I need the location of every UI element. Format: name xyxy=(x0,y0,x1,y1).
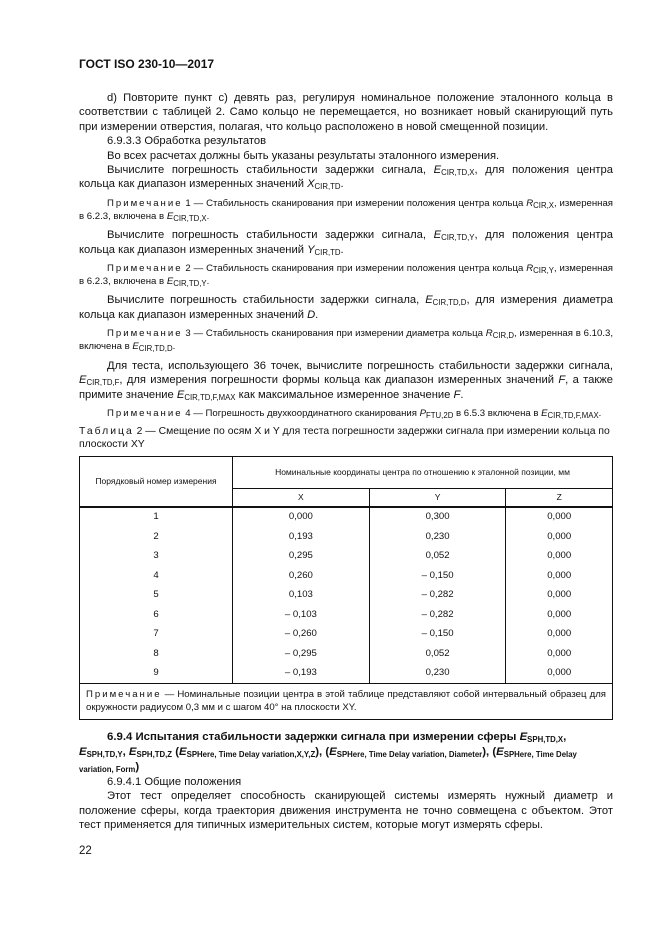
table-caption: Таблица 2 — Смещение по осям X и Y для теста погрешности задержки сигнала при измерении кольца по плоскости XY xyxy=(79,426,610,451)
cell-x: 0,103 xyxy=(233,586,370,606)
cell-x: – 0,193 xyxy=(233,664,370,684)
cell-z: 0,000 xyxy=(506,644,613,664)
paragraph-calc-x: Вычислите погрешность стабильности задержки сигнала, $E_{CIR,TD,X}$, для положения центра кольца как диапазон измеренных значений $X_{CIR,TD}$. xyxy=(79,164,613,192)
cell-x: – 0,295 xyxy=(233,644,370,664)
cell-y: 0,300 xyxy=(369,507,506,528)
paragraph-calc-d: Вычислите погрешность стабильности задержки сигнала, $E_{CIR,TD,D}$, для измерения диаметра кольца как диапазон измеренных значений D. xyxy=(79,294,613,321)
section-6-9-4-1-heading: 6.9.4.1 Общие положения xyxy=(107,776,242,789)
cell-x: 0,000 xyxy=(233,507,370,528)
cell-number: 2 xyxy=(80,527,233,547)
table-note: Примечание — Номинальные позиции центра в этой таблице представляют собой интервальный образец для окружности радиусом 0,3 мм и с шагом 40° на плоскости XY. xyxy=(80,684,613,720)
cell-z: 0,000 xyxy=(506,507,613,528)
cell-y: 0,052 xyxy=(369,644,506,664)
cell-x: 0,193 xyxy=(233,527,370,547)
paragraph-sphere-test: Этот тест определяет способность сканирующей системы измерять нужный диаметр и положение сферы, когда траектория движения инструмента не точно совмещена с объектом. Этот тест применяется для типичных измерительных систем, которые могут измерять сферы. xyxy=(79,790,613,832)
cell-number: 7 xyxy=(80,625,233,645)
cell-z: 0,000 xyxy=(506,664,613,684)
cell-number: 3 xyxy=(80,547,233,567)
cell-z: 0,000 xyxy=(506,527,613,547)
col-header-group: Номинальные координаты центра по отношению к эталонной позиции, мм xyxy=(233,456,613,488)
table-row xyxy=(80,605,613,625)
cell-number: 8 xyxy=(80,644,233,664)
cell-y: – 0,150 xyxy=(369,566,506,586)
page-body xyxy=(79,91,613,833)
cell-z: 0,000 xyxy=(506,605,613,625)
cell-x: – 0,260 xyxy=(233,625,370,645)
note-2: Примечание 2 — Стабильность сканирования при измерении положения центра кольца $R_{CIR,Y}$, измеренная в 6.2.3, включена в $E_{CIR,TD,Y}$. xyxy=(79,263,613,289)
paragraph-results: Во всех расчетах должны быть указаны результаты эталонного измерения. xyxy=(107,149,500,162)
table-row xyxy=(80,586,613,606)
cell-z: 0,000 xyxy=(506,625,613,645)
table-row xyxy=(80,644,613,664)
cell-z: 0,000 xyxy=(506,547,613,567)
col-header-y: Y xyxy=(369,488,506,507)
col-header-z: Z xyxy=(506,488,613,507)
cell-y: 0,052 xyxy=(369,547,506,567)
cell-y: 0,230 xyxy=(369,527,506,547)
page-number: 22 xyxy=(79,845,92,857)
cell-number: 4 xyxy=(80,566,233,586)
note-1: Примечание 1 — Стабильность сканирования при измерении положения центра кольца $R_{CIR,X}$, измеренная в 6.2.3, включена в $E_{CIR,TD,X}$. xyxy=(79,197,613,224)
cell-x: 0,295 xyxy=(233,547,370,567)
note-3: Примечание 3 — Стабильность сканирования при измерении диаметра кольца $R_{CIR,D}$, измеренная в 6.10.3, включена в $E_{CIR,TD,D}$. xyxy=(79,328,613,354)
table-row xyxy=(80,507,613,528)
section-6-9-4-heading: 6.9.4 Испытания стабильности задержки сигнала при измерении сферы $E_{SPH,TD,X}$, $E_{SPH,TD,Y}$, $E_{SPH,TD,Z}$ $(E_{SPHere, Time Delay variation,X,Y,Z})$, $(E_{SPHere, Time Delay variation, Diameter})$, $(E_{SPHere, Time Delay variation, Form})$ xyxy=(79,731,577,775)
cell-number: 9 xyxy=(80,664,233,684)
cell-y: – 0,150 xyxy=(369,625,506,645)
table-row xyxy=(80,664,613,684)
cell-x: 0,260 xyxy=(233,566,370,586)
col-header-number: Порядковый номер измерения xyxy=(80,456,233,507)
cell-number: 5 xyxy=(80,586,233,606)
table-row xyxy=(80,527,613,547)
paragraph-step-d: d) Повторите пункт с) девять раз, регулируя номинальное положение эталонного кольца в соответствии с таблицей 2. Само кольцо не перемещается, но возникает новый сканирующий путь при измерении отверстия, полагая, что кольцо расположено в новой смещенной позиции. xyxy=(79,92,613,133)
table-row xyxy=(80,547,613,567)
cell-y: – 0,282 xyxy=(369,586,506,606)
table-row xyxy=(80,566,613,586)
cell-number: 6 xyxy=(80,605,233,625)
col-header-x: X xyxy=(233,488,370,507)
note-4: Примечание 4 — Погрешность двухкоординатного сканирования $P_{FTU,2D}$ в 6.5.3 включена в $E_{CIR,TD,F,MAX}$. xyxy=(107,407,602,420)
paragraph-calc-y: Вычислите погрешность стабильности задержки сигнала, $E_{CIR,TD,Y}$, для положения центра кольца как диапазон измеренных значений $Y_{CIR,TD}$. xyxy=(79,229,613,257)
running-header: ГОСТ ISO 230-10—2017 xyxy=(79,57,215,71)
cell-y: 0,230 xyxy=(369,664,506,684)
cell-number: 1 xyxy=(80,507,233,528)
cell-y: – 0,282 xyxy=(369,605,506,625)
cell-x: – 0,103 xyxy=(233,605,370,625)
paragraph-calc-f: Для теста, использующего 36 точек, вычислите погрешность стабильности задержки сигнала, $E_{CIR,TD,F}$, для измерения погрешности формы кольца как диапазон измеренных значений F, а также примите значение $E_{CIR,TD,F,MAX}$ как максимальное измеренное значение F. xyxy=(79,359,613,402)
section-6-9-3-3-heading: 6.9.3.3 Обработка результатов xyxy=(107,135,267,148)
cell-z: 0,000 xyxy=(506,586,613,606)
offsets-table xyxy=(79,456,613,721)
table-row xyxy=(80,625,613,645)
cell-z: 0,000 xyxy=(506,566,613,586)
